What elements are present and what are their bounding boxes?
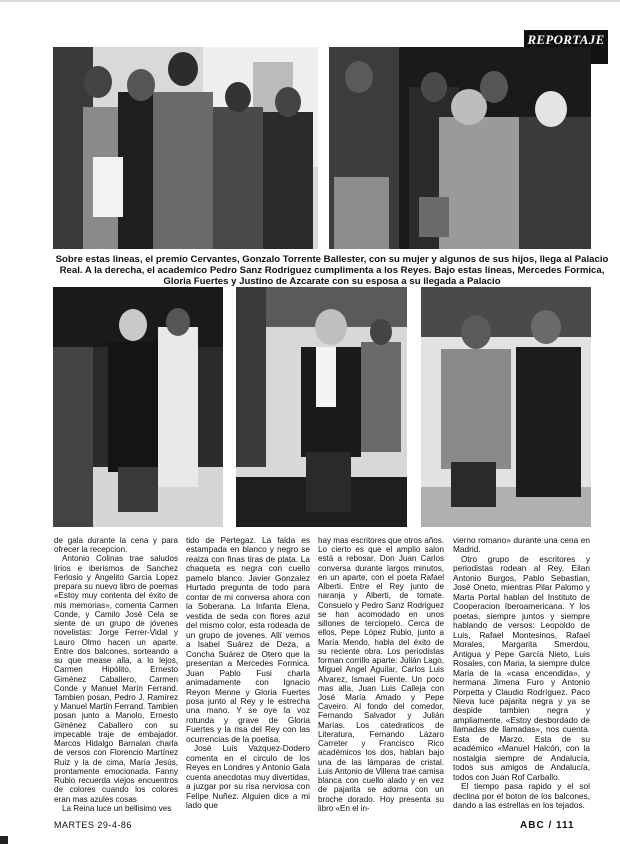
text-column-2: [186, 536, 310, 811]
photo-torrente-ballester: [53, 47, 318, 249]
paragraph: vierno romano» durante una cena en Madrid.: [453, 535, 590, 555]
text-column-1: [54, 536, 178, 813]
text-column-3: [318, 536, 444, 813]
paragraph: de gala durante la cena y para ofrecer la recepcion.: [54, 536, 178, 555]
paragraph: José Luis Vazquez-Dodero comenta en el circulo de los Reyes en Londres y Antonio Gala cuenta anecdotas muy divertidas, a juzgar por su risa nerviosa con Felipe Nuñez. Alguien dice a mi lado que: [186, 743, 310, 811]
photo-caption: Sobre estas lineas, el premio Cervantes, Gonzalo Torrente Ballester, con su mujer y algunos de sus hijos, llega al Palacio Real. A la derecha, el academico Pedro Sanz Rodriguez cumplimenta a los Reyes. Bajo estas lineas, Mercedes Formica, Gloria Fuertes y Justino de Azcarate con su esposa a su llegada a Palacio: [55, 254, 609, 288]
scan-edge-mark: [0, 836, 8, 844]
photo-mercedes-formica: [53, 287, 223, 527]
paragraph: Antonio Colinas trae saludos lirios e iberismos de Sanchez Ferlosio y Angelito Garcia Lopez prepara su nuevo libro de poemas «Estoy muy contenta del éxito de mis memorias», comenta Carmen Conde, y Camilo José Cela se siente de un grupo de jóvenes novelistas: Jorge Ferrer-Vidal y Lauro Olmo hacen un aparte. Entre dos balcones, sorteando a su que mease alla, a lo lejos, Carmen Hipólito, Ernesto Giménez Caballero, Carmen Conde y Manuel Marín Ferrand. Tambien posan, Pedro J. Ramírez y Manuel Martín Ferrand. Tambien posan junto a Manolo, Ernesto Giménez Caballero con su impecable traje de embajador. Marcos Hidalgo Barnalan charla de versos con Florencio Martínez Ruiz y la de cima, María Jesús, prontamente emocionada. Fanny Rubio recuerda viejos encuentros de colores cuando los colores eran mas azules cosas: [54, 554, 178, 804]
paragraph: La Reina luce un bellisimo ves: [62, 803, 172, 813]
paragraph: tido de Pertegaz. La falda es estampada en blanco y negro se realza con finas tiras de plata. La chaqueta es negra con cuello pamelo blanco. Javier Gonzalez Hurtado pregunta de todo para contar de mi conversa ahora con la Soberana. La Infanta Elena, vestida de seda con flores azul del mismo color, esta rodeada de un grupo de jovenes. Allí vemos a Isabel Suárez de Deza, a Concha Suárez de Otero que la presentan a Mercedes Formica. Juan Pablo Fusi charla animadamente con Ignacio Reyon Menne y Gloria Fuertes posa junto al Rey y le estrecha una mano. Y se oye la voz rotunda y grave de Gloria Fuertes y la risa del Rey con las ocurrencias de la poetisa.: [186, 535, 310, 744]
photo-sainz-rodriguez-reyes: [329, 47, 591, 249]
page-number: ABC / 111: [520, 820, 575, 831]
issue-date: MARTES 29-4-86: [54, 820, 132, 830]
photo-justino-de-azcarate: [236, 287, 407, 527]
badge-title: REPORTAJE: [527, 32, 605, 47]
photo-gloria-fuertes: [421, 287, 591, 527]
paragraph: hay mas escritores que otros años. Lo cierto es que el amplio salon está a rebosar. Don Juan Carlos conversa durante largos minutos, en un aparte, con el poeta Rafael Alberti. Entre el Rey junto de naranja y Alberti, de tomate. Consuelo y Pedro Sanz Rodriguez se han acomodado en unos sillones de terciopelo. Cerca de ellos, Pepe López Rubio, junto a María Mendo, habla del éxito de su reciente obra. Los periodistas forman corrillo aparte: Julián Lago, Miguel Angel Aguilar, Carlos Luis Alvarez, Ismael Fuente. Un poco mas alla, Juan Luis Calleja con José María Amado y Pepe Caveiro. Al fondo del comedor, Fernando Salvador y Julián Marías. Los catedraticos de Literatura, Fernando Lázaro Carreter y Francisco Rico académicos los dos, hablan bajo una de las lámparas de cristal. Luis Antonio de Villena trae camisa blanca con cuello alado y en vez de pajarita se adorna con un broche dorado. Hoy presenta su libro «En el in-: [318, 536, 444, 813]
scan-edge-mark: [0, 0, 620, 2]
text-column-4: [453, 536, 590, 811]
paragraph: Otro grupo de escritores y periodistas rodean al Rey. Eilan Antonio Burgos, Pablo Sebastian, José Oneto, mientras Pilar Palomo y Marta Portal hablan del Instituto de Cooperacion Iberoamericana. Y los poetas, siempre juntos y siempre hablando de versos: Leopoldo de Luis, Rafael Montesinos, Rafael Morales, Margarita Smerdou, Antigua y Pepe García Nieto, Luis Rosales, con Maria, la siempre dulce Maria de la «casa encendida», y hermana Jimena Furo y Antonio Porpetta y Claudio Rodríguez. Paco Nieva luce pajarita negra y ya se despide tambien negra y ampliamente. «Estoy desbordado de llamadas de llamadas», nos cuenta. Esta de Marzo. Esta de su académico «Manuel Halcón, con la nostalgia siempre de Andalucía, todos sus amigos de Andalucía, todos con Juan Rof Carballo.: [453, 553, 590, 782]
paragraph: El tiempo pasa rapido y el sol declina por el boton de los balcones, dando a las estrellas en los tejados.: [453, 781, 590, 811]
